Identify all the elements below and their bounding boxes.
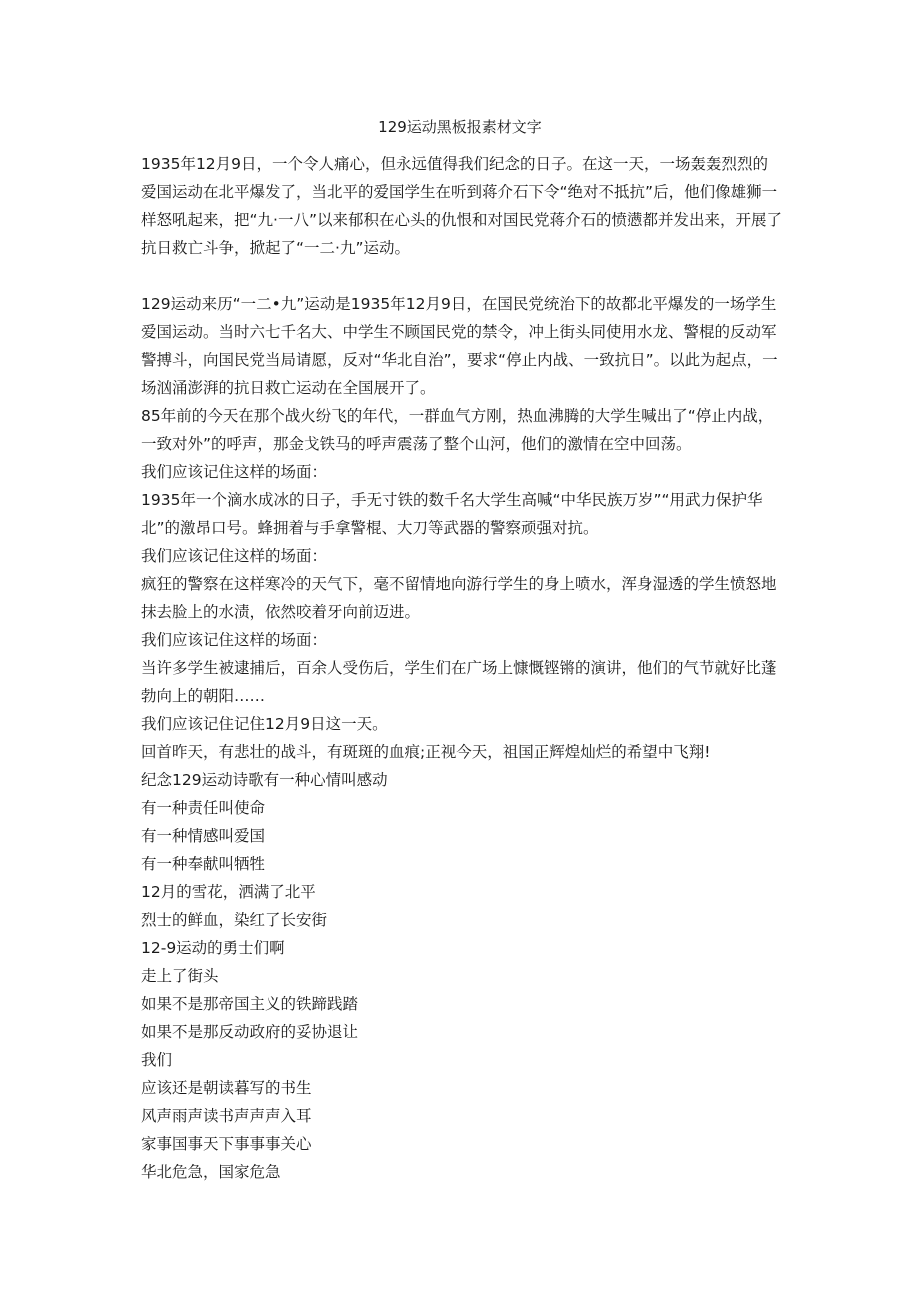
paragraph: 我们应该记住这样的场面： (141, 631, 328, 649)
paragraph: 85年前的今天在那个战火纷飞的年代，一群血气方刚，热血沸腾的大学生喊出了“停止内战，一致对外”的呼声，那金戈铁马的呼声震荡了整个山河，他们的激情在空中回荡。 (141, 407, 774, 453)
paragraph-intro: 1935年12月9日，一个令人痛心，但永远值得我们纪念的日子。在这一天，一场轰轰烈烈的爱国运动在北平爆发了，当北平的爱国学生在听到蒋介石下令“绝对不抵抗”后，他们像雄狮一样怒吼起来，把“九·一八”以来郁积在心头的仇恨和对国民党蒋介石的愤懑都并发出来，开展了抗日救亡斗争，掀起了“一二·九”运动。 (141, 155, 782, 257)
poem-line: 走上了街头 (141, 967, 219, 985)
poem-line: 12月的雪花，洒满了北平 (141, 883, 316, 901)
poem-line: 我们 (141, 1051, 173, 1069)
paragraph: 我们应该记住这样的场面： (141, 547, 328, 565)
paragraph: 我们应该记住记住12月9日这一天。 (141, 715, 388, 733)
paragraph: 1935年一个滴水成冰的日子，手无寸铁的数千名大学生高喊“中华民族万岁”“用武力保护华北”的激昂口号。蜂拥着与手拿警棍、大刀等武器的警察顽强对抗。 (141, 491, 763, 537)
poem-line: 家事国事天下事事事关心 (141, 1135, 312, 1153)
paragraph: 我们应该记住这样的场面： (141, 463, 328, 481)
poem-line: 有一种责任叫使命 (141, 799, 266, 817)
poem-line: 有一种奉献叫牺牲 (141, 855, 266, 873)
poem-line: 如果不是那帝国主义的铁蹄践踏 (141, 995, 359, 1013)
paragraph: 129运动来历“一二•九”运动是1935年12月9日，在国民党统治下的故都北平爆发的一场学生爱国运动。当时六七千名大、中学生不顾国民党的禁令，冲上街头同使用水龙、警棍的反动军警搏斗，向国民党当局请愿，反对“华北自治”，要求“停止内战、一致抗日”。以此为起点，一场汹涌澎湃的抗日救亡运动在全国展开了。 (141, 295, 778, 397)
document-title: 129运动黑板报素材文字 (378, 118, 542, 136)
poem-line: 烈士的鲜血，染红了长安街 (141, 911, 328, 929)
poem-title-line: 纪念129运动诗歌有一种心情叫感动 (141, 771, 388, 789)
paragraph: 疯狂的警察在这样寒冷的天气下，毫不留情地向游行学生的身上喷水，浑身湿透的学生愤怒地抹去脸上的水渍，依然咬着牙向前迈进。 (141, 575, 777, 621)
paragraph: 当许多学生被逮捕后，百余人受伤后，学生们在广场上慷慨铿锵的演讲，他们的气节就好比蓬勃向上的朝阳…… (141, 659, 777, 705)
poem-line: 有一种情感叫爱国 (141, 827, 266, 845)
paragraph: 回首昨天，有悲壮的战斗，有斑斑的血痕;正视今天，祖国正辉煌灿烂的希望中飞翔! (141, 743, 711, 761)
poem-line: 如果不是那反动政府的妥协退让 (141, 1023, 359, 1041)
poem-line: 华北危急，国家危急 (141, 1163, 281, 1181)
poem-line: 12-9运动的勇士们啊 (141, 939, 285, 957)
poem-line: 应该还是朝读暮写的书生 (141, 1079, 312, 1097)
document-body (141, 150, 783, 1186)
poem-line: 风声雨声读书声声声入耳 (141, 1107, 312, 1125)
